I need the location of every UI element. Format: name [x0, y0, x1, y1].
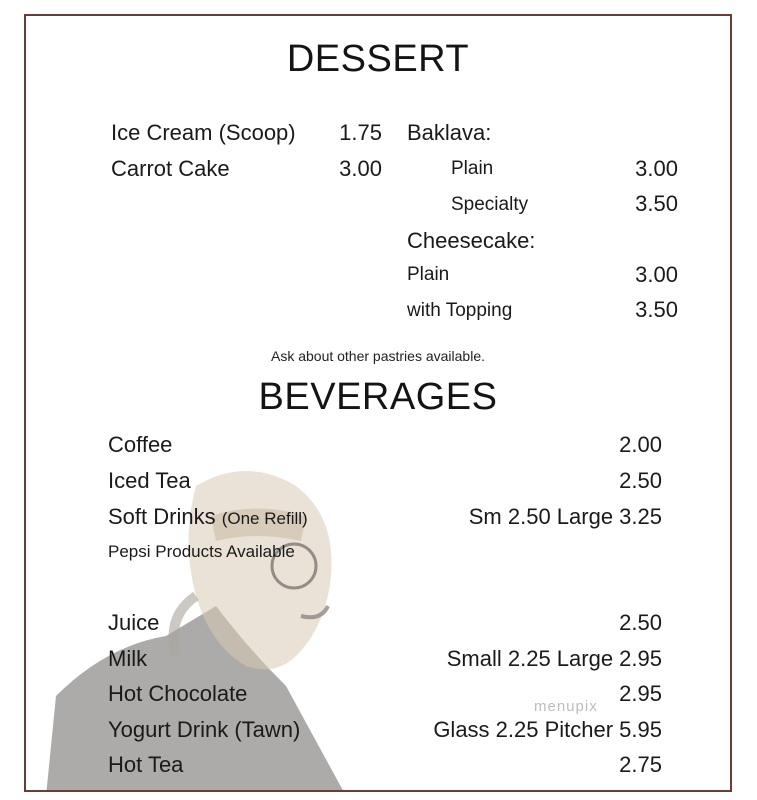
- dessert-title: DESSERT: [286, 38, 470, 80]
- menu-item-price: 2.50: [619, 468, 662, 493]
- baklava-heading: Baklava:: [407, 120, 492, 145]
- menu-item-price: 3.50: [635, 191, 678, 216]
- menu-item-price: 2.95: [619, 681, 662, 706]
- menu-item-price: 3.00: [339, 156, 382, 181]
- pepsi-note: Pepsi Products Available: [108, 542, 295, 561]
- menu-item-name: Yogurt Drink (Tawn): [108, 717, 301, 742]
- menu-item-name: Juice: [108, 610, 160, 635]
- menu-item-price: Sm 2.50 Large 3.25: [468, 504, 662, 529]
- menu-item-name: Hot Tea: [108, 752, 184, 777]
- menu-item-name: Iced Tea: [108, 468, 191, 493]
- menu-item-price: 3.00: [635, 156, 678, 181]
- menu-item-name: Plain: [407, 264, 450, 285]
- menu-item-price: 2.50: [619, 610, 662, 635]
- menu-item-name: with Topping: [407, 300, 513, 321]
- menu-item-name: Coffee: [108, 432, 173, 457]
- menu-item-name: Carrot Cake: [111, 156, 230, 181]
- menu-item-name: Milk: [108, 646, 148, 671]
- menu-item-name: Hot Chocolate: [108, 681, 248, 706]
- menu-item-name: Specialty: [451, 194, 529, 215]
- soft-drinks-label: Soft Drinks: [108, 504, 216, 529]
- pastries-note: Ask about other pastries available.: [270, 348, 485, 364]
- menu-item-price: Small 2.25 Large 2.95: [446, 646, 662, 671]
- menu-item-price: 2.75: [619, 752, 662, 777]
- menu-item-price: 3.50: [635, 297, 678, 322]
- menu-item-name: Plain: [451, 158, 494, 179]
- refill-note: (One Refill): [221, 509, 308, 528]
- menu-item-name: Ice Cream (Scoop): [111, 120, 296, 145]
- beverages-title: BEVERAGES: [258, 376, 498, 418]
- menu-item-name: [108, 504, 308, 530]
- watermark: menupix: [534, 698, 598, 715]
- menu-item-price: Glass 2.25 Pitcher 5.95: [433, 717, 662, 742]
- menu-item-price: 3.00: [635, 262, 678, 287]
- menu-item-price: 1.75: [339, 120, 382, 145]
- menu-page: [24, 14, 732, 792]
- menu-item-price: 2.00: [619, 432, 662, 457]
- cheesecake-heading: Cheesecake:: [407, 228, 536, 253]
